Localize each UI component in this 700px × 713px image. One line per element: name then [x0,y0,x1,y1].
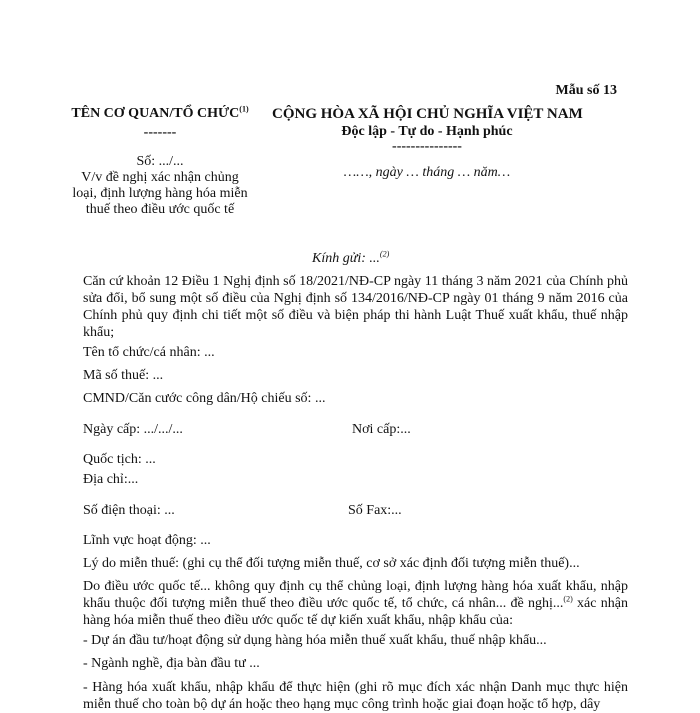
subject-line-2: loại, định lượng hàng hóa miễn [72,186,248,201]
field-address: Địa chỉ:... [83,472,139,487]
subject-line-1: V/v đề nghị xác nhận chủng [81,170,239,185]
org-name-line [60,106,260,122]
left-dashes: ------- [143,125,177,140]
org-name-placeholder: TÊN CƠ QUAN/TỔ CHỨC [71,106,240,121]
field-nationality: Quốc tịch: ... [83,452,156,467]
form-number: Mẫu số 13 [555,83,617,98]
right-dashes: --------------- [392,139,462,154]
document-number: Số: .../... [136,154,184,169]
treaty-text: Do điều ước quốc tế... không quy định cụ thể chủng loại, định lượng hàng hóa xuất khẩu, nhập khẩu thuộc đối tượng miễn thuế theo điều ước quốc tế, tổ chức, cá nhân... đề nghị... [83,579,628,611]
bullet-goods: - Hàng hóa xuất khẩu, nhập khẩu để thực hiện (ghi rõ mục đích xác nhận Danh mục thực hiện miễn thuế cho toàn bộ dự án hoặc theo hạng mục công trình hoặc giai đoạn hoặc tổ hợp, dây [83,680,628,712]
bullet-sector: - Ngành nghề, địa bàn đầu tư ... [83,656,260,671]
recipient-label: Kính gửi: ... [312,251,380,266]
left-header [60,106,260,218]
org-note: (1) [239,104,249,114]
date-line: ……, ngày … tháng … năm… [343,165,511,180]
right-header [272,106,582,181]
field-org-name: Tên tổ chức/cá nhân: ... [83,345,215,360]
field-issue-date: Ngày cấp: .../.../... [83,422,183,437]
field-issue-place: Nơi cấp:... [352,422,411,437]
motto: Độc lập - Tự do - Hạnh phúc [341,124,513,139]
treaty-text-cont: xác nhận hàng hóa miễn thuế theo điều ước quốc tế dự kiến xuất khẩu, nhập khẩu của: [83,596,628,628]
subject-line-3: thuế theo điều ước quốc tế [85,202,235,217]
recipient-line [312,251,389,267]
field-phone: Số điện thoại: ... [83,503,175,518]
treaty-note: (2) [563,594,573,604]
national-name: CỘNG HÒA XÃ HỘI CHỦ NGHĨA VIỆT NAM [272,106,583,122]
recipient-note: (2) [379,249,390,259]
treaty-paragraph [83,578,628,629]
field-exemption-reason: Lý do miễn thuế: (ghi cụ thể đối tượng miễn thuế, cơ sở xác định đối tượng miễn thuế)... [83,556,580,571]
field-tax-code: Mã số thuế: ... [83,368,164,383]
field-id-card: CMND/Căn cước công dân/Hộ chiếu số: ... [83,391,326,406]
bullet-project: - Dự án đầu tư/hoạt động sử dụng hàng hóa miễn thuế xuất khẩu, thuế nhập khẩu... [83,633,547,648]
field-activity: Lĩnh vực hoạt động: ... [83,533,211,548]
field-fax: Số Fax:... [348,503,402,518]
preamble-paragraph: Căn cứ khoản 12 Điều 1 Nghị định số 18/2021/NĐ-CP ngày 11 tháng 3 năm 2021 của Chính phủ sửa đổi, bổ sung một số điều của Nghị định số 134/2016/NĐ-CP ngày 01 tháng 9 năm 2016 của Chính phủ quy định chi tiết một số điều và biện pháp thi hành Luật Thuế xuất khẩu, thuế nhập khẩu; [83,274,628,340]
